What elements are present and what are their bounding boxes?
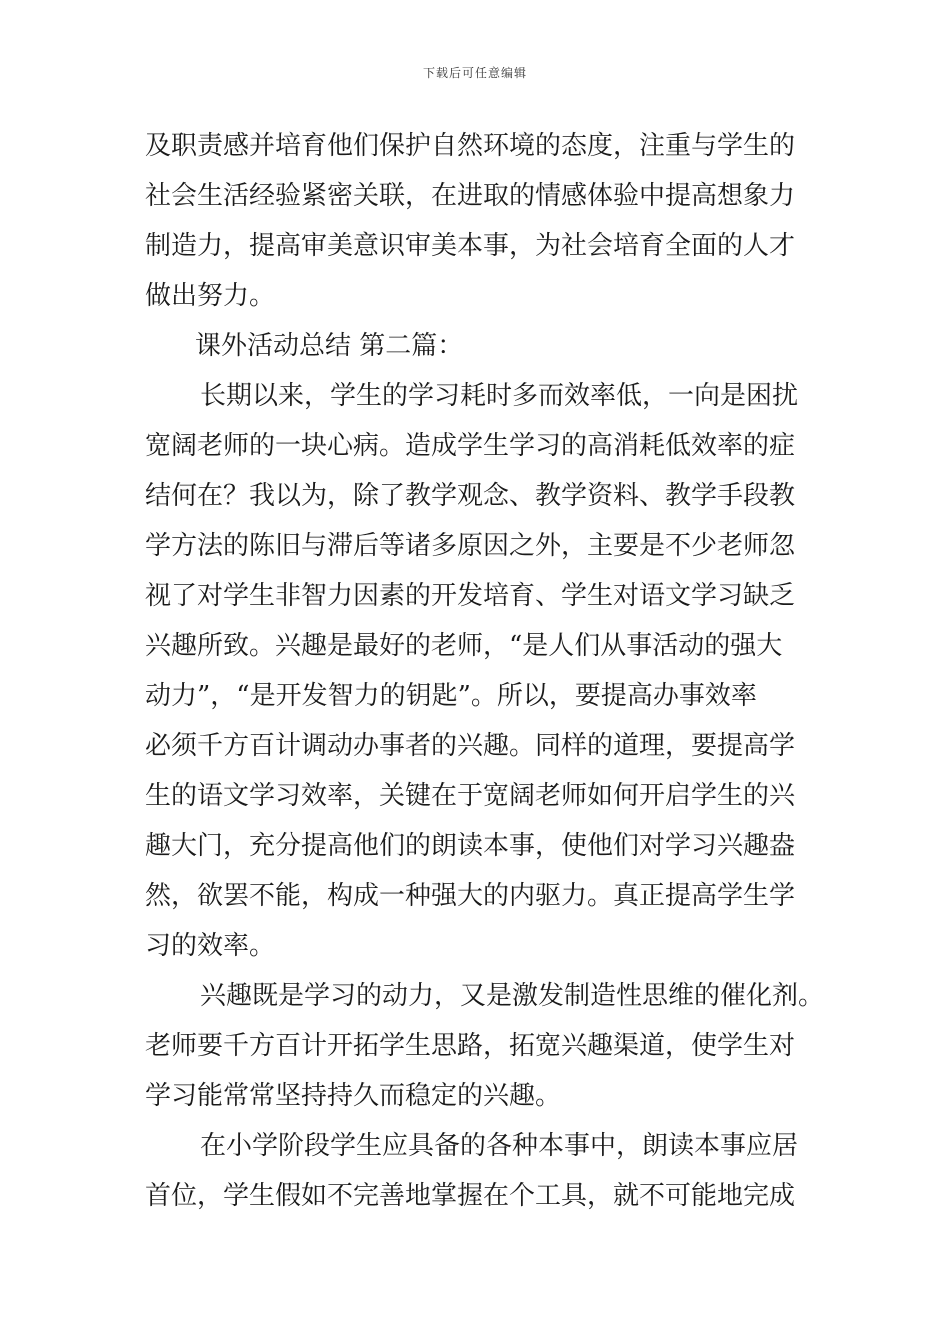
text-line: 必须千方百计调动办事者的兴趣。同样的道理，要提高学 — [145, 731, 796, 761]
text-line: 在小学阶段学生应具备的各种本事中，朗读本事应居 — [200, 1131, 799, 1161]
text-line: 长期以来，学生的学习耗时多而效率低，一向是困扰 — [200, 381, 799, 411]
text-line: 趣大门，充分提高他们的朗读本事，使他们对学习兴趣盎 — [145, 831, 796, 861]
text-line: 首位，学生假如不完善地掌握在个工具，就不可能地完成 — [145, 1181, 796, 1211]
text-line: 兴趣既是学习的动力，又是激发制造性思维的催化剂。 — [200, 981, 825, 1011]
text-line: 视了对学生非智力因素的开发培育、学生对语文学习缺乏 — [145, 581, 796, 611]
text-line: 社会生活经验紧密关联，在进取的情感体验中提高想象力 — [145, 181, 796, 211]
text-line: 宽阔老师的一块心病。造成学生学习的高消耗低效率的症 — [145, 431, 796, 461]
text-line: 习的效率。 — [145, 931, 276, 961]
section-heading: 课外活动总结 第二篇： — [195, 331, 464, 361]
text-line: 学习能常常坚持持久而稳定的兴趣。 — [145, 1081, 562, 1111]
text-line: 学方法的陈旧与滞后等诸多原因之外，主要是不少老师忽 — [145, 531, 796, 561]
text-line: 生的语文学习效率，关键在于宽阔老师如何开启学生的兴 — [145, 781, 796, 811]
text-line: 兴趣所致。兴趣是最好的老师，“是人们从事活动的强大 — [145, 631, 783, 661]
text-line: 制造力，提高审美意识审美本事，为社会培育全面的人才 — [145, 231, 796, 261]
text-line: 然，欲罢不能，构成一种强大的内驱力。真正提高学生学 — [145, 881, 796, 911]
text-line: 老师要千方百计开拓学生思路，拓宽兴趣渠道，使学生对 — [145, 1031, 796, 1061]
text-line: 结何在？我以为，除了教学观念、教学资料、教学手段教 — [145, 481, 796, 511]
text-line: 动力”，“是开发智力的钥匙”。所以，要提高办事效率 — [145, 681, 757, 711]
text-line: 及职责感并培育他们保护自然环境的态度，注重与学生的 — [145, 131, 796, 161]
page-header-note: 下载后可任意编辑 — [422, 66, 527, 80]
text-line: 做出努力。 — [145, 281, 276, 311]
